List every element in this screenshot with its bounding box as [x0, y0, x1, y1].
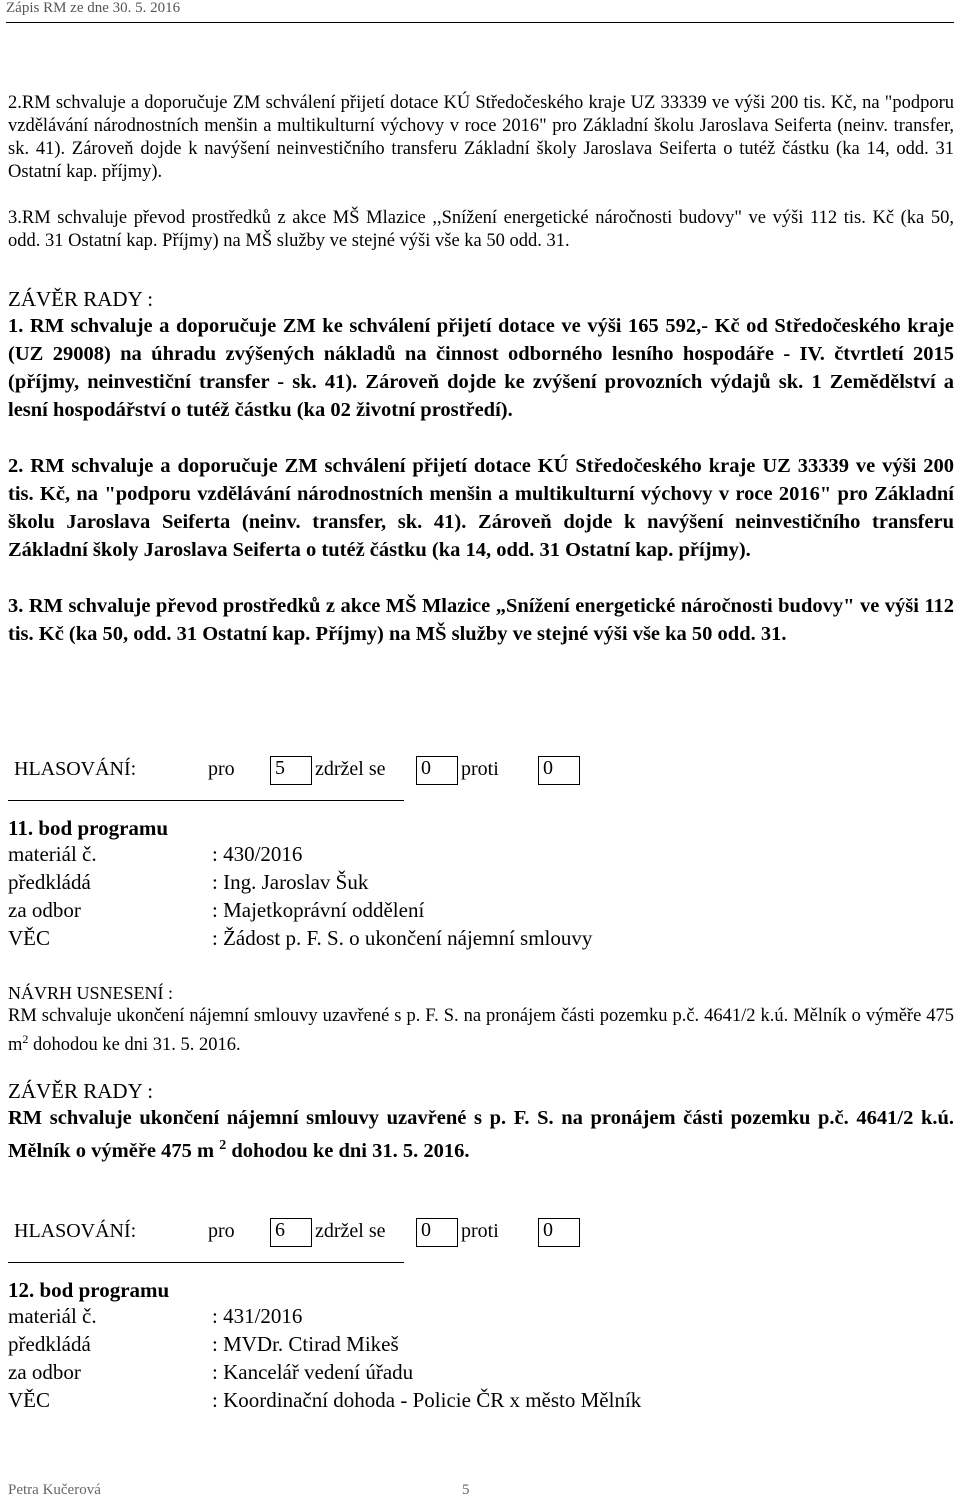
proposal-superscript: 2 — [22, 1032, 29, 1046]
conclusion-text-part: RM schvaluje ukončení nájemní smlouvy uzavřené s p. F. S. na pronájem části pozemku p.č. 4641/2 k.ú. Mělník o výměře 475 m — [8, 1107, 954, 1162]
vote-against-label: proti — [461, 758, 499, 780]
item-11-row-department — [8, 898, 908, 926]
row-value: : MVDr. Ctirad Mikeš — [212, 1332, 399, 1356]
conclusion-section-1 — [8, 286, 954, 648]
voting-row-2 — [14, 1218, 614, 1248]
conclusion-point-1: 1. RM schvaluje a doporučuje ZM ke schválení přijetí dotace ve výši 165 592,- Kč od Středočeského kraje (UZ 29008) na úhradu zvýšených nákladů na činnost odborného lesního hospodáře - IV. čtvrtletí 2015 (příjmy, neinvestiční transfer - sk. 41). Zároveň dojde ke zvýšení provozních výdajů sk. 1 Zemědělství a lesní hospodářství o tutéž částku (ka 02 životní prostředí). — [8, 315, 954, 421]
vote-abstain-label: zdržel se — [315, 1220, 386, 1242]
row-label: předkládá — [8, 1332, 91, 1356]
voting-row-1 — [14, 756, 614, 786]
row-value: : Žádost p. F. S. o ukončení nájemní smlouvy — [212, 926, 593, 950]
item-11-divider — [8, 800, 404, 801]
header-divider — [6, 22, 954, 23]
row-value: : 431/2016 — [212, 1304, 303, 1328]
row-label: za odbor — [8, 1360, 81, 1384]
item-12-title: 12. bod programu — [8, 1278, 170, 1302]
vote-against-box: 0 — [538, 1218, 580, 1247]
vote-pro-label: pro — [208, 758, 235, 780]
item-11-title: 11. bod programu — [8, 816, 169, 840]
voting-label: HLASOVÁNÍ: — [14, 758, 137, 780]
item-11-row-material — [8, 842, 908, 870]
row-label: VĚC — [8, 926, 50, 950]
conclusion-point-3: 3. RM schvaluje převod prostředků z akce MŠ Mlazice „Snížení energetické náročnosti budovy" ve výši 112 tis. Kč (ka 50, odd. 31 Ostatní kap. Příjmy) na MŠ služby ve stejné výši vše ka 50 odd. 31. — [8, 595, 954, 645]
conclusion-heading: ZÁVĚR RADY : — [8, 1079, 154, 1103]
row-label: za odbor — [8, 898, 81, 922]
item-11-proposal — [8, 982, 954, 1057]
vote-abstain-box: 0 — [416, 756, 458, 785]
row-label: VĚC — [8, 1388, 50, 1412]
item-11-conclusion — [8, 1078, 954, 1165]
vote-abstain-box: 0 — [416, 1218, 458, 1247]
item-12-row-department — [8, 1360, 908, 1388]
vote-against-label: proti — [461, 1220, 499, 1242]
vote-pro-box: 5 — [270, 756, 312, 785]
footer-author: Petra Kučerová — [8, 1482, 101, 1498]
proposal-text — [8, 1005, 954, 1057]
vote-pro-label: pro — [208, 1220, 235, 1242]
row-value: : Kancelář vedení úřadu — [212, 1360, 414, 1384]
conclusion-point-2: 2. RM schvaluje a doporučuje ZM schválení přijetí dotace KÚ Středočeského kraje UZ 33339 ve výši 200 tis. Kč, na "podporu vzdělávání národnostních menšin a multikulturní výchovy v roce 2016" pro Základní školu Jaroslava Seiferta (neinv. transfer, sk. 41). Zároveň dojde k navýšení neinvestičního transferu Základní školy Jaroslava Seiferta o tutéž částku (ka 14, odd. 31 Ostatní kap. příjmy). — [8, 455, 954, 561]
item-12-row-presenter — [8, 1332, 908, 1360]
item-12-divider — [8, 1262, 404, 1263]
proposal-text-part: RM schvaluje ukončení nájemní smlouvy uzavřené s p. F. S. na pronájem části pozemku p.č. 4641/2 k.ú. Mělník o výměře 475 m — [8, 1006, 954, 1056]
voting-label: HLASOVÁNÍ: — [14, 1220, 137, 1242]
conclusion-heading: ZÁVĚR RADY : — [8, 287, 154, 311]
item-11-row-presenter — [8, 870, 908, 898]
row-value: : Koordinační dohoda - Policie ČR x město Mělník — [212, 1388, 642, 1412]
row-value: : Majetkoprávní oddělení — [212, 898, 425, 922]
vote-abstain-label: zdržel se — [315, 758, 386, 780]
resolution-3-text: 3.RM schvaluje převod prostředků z akce MŠ Mlazice ,,Snížení energetické náročnosti budovy" ve výši 112 tis. Kč (ka 50, odd. 31 Ostatní kap. Příjmy) na MŠ služby ve stejné výši vše ka 50 odd. 31. — [8, 208, 954, 251]
row-label: předkládá — [8, 870, 91, 894]
item-11-row-subject — [8, 926, 908, 954]
vote-against-box: 0 — [538, 756, 580, 785]
conclusion-text-part: dohodou ke dni 31. 5. 2016. — [226, 1139, 470, 1162]
proposal-heading: NÁVRH USNESENÍ : — [8, 983, 174, 1003]
conclusion-text — [8, 1104, 954, 1165]
item-12-row-material — [8, 1304, 908, 1332]
row-value: : 430/2016 — [212, 842, 303, 866]
resolution-2-text: 2.RM schvaluje a doporučuje ZM schválení přijetí dotace KÚ Středočeského kraje UZ 33339 ve výši 200 tis. Kč, na "podporu vzdělávání národnostních menšin a multikulturní výchovy v roce 2016" pro Základní školu Jaroslava Seiferta (neinv. transfer, sk. 41). Zároveň dojde k navýšení neinvestičního transferu Základní školy Jaroslava Seiferta o tutéž částku (ka 14, odd. 31 Ostatní kap. příjmy). — [8, 93, 954, 182]
conclusion-superscript: 2 — [219, 1138, 227, 1153]
item-12-row-subject — [8, 1388, 908, 1416]
footer-page-number: 5 — [462, 1482, 470, 1498]
vote-pro-box: 6 — [270, 1218, 312, 1247]
top-resolutions — [8, 92, 954, 253]
row-value: : Ing. Jaroslav Šuk — [212, 870, 369, 894]
row-label: materiál č. — [8, 1304, 97, 1328]
page-header-title: Zápis RM ze dne 30. 5. 2016 — [6, 0, 181, 16]
proposal-text-part: dohodou ke dni 31. 5. 2016. — [28, 1035, 241, 1056]
row-label: materiál č. — [8, 842, 97, 866]
